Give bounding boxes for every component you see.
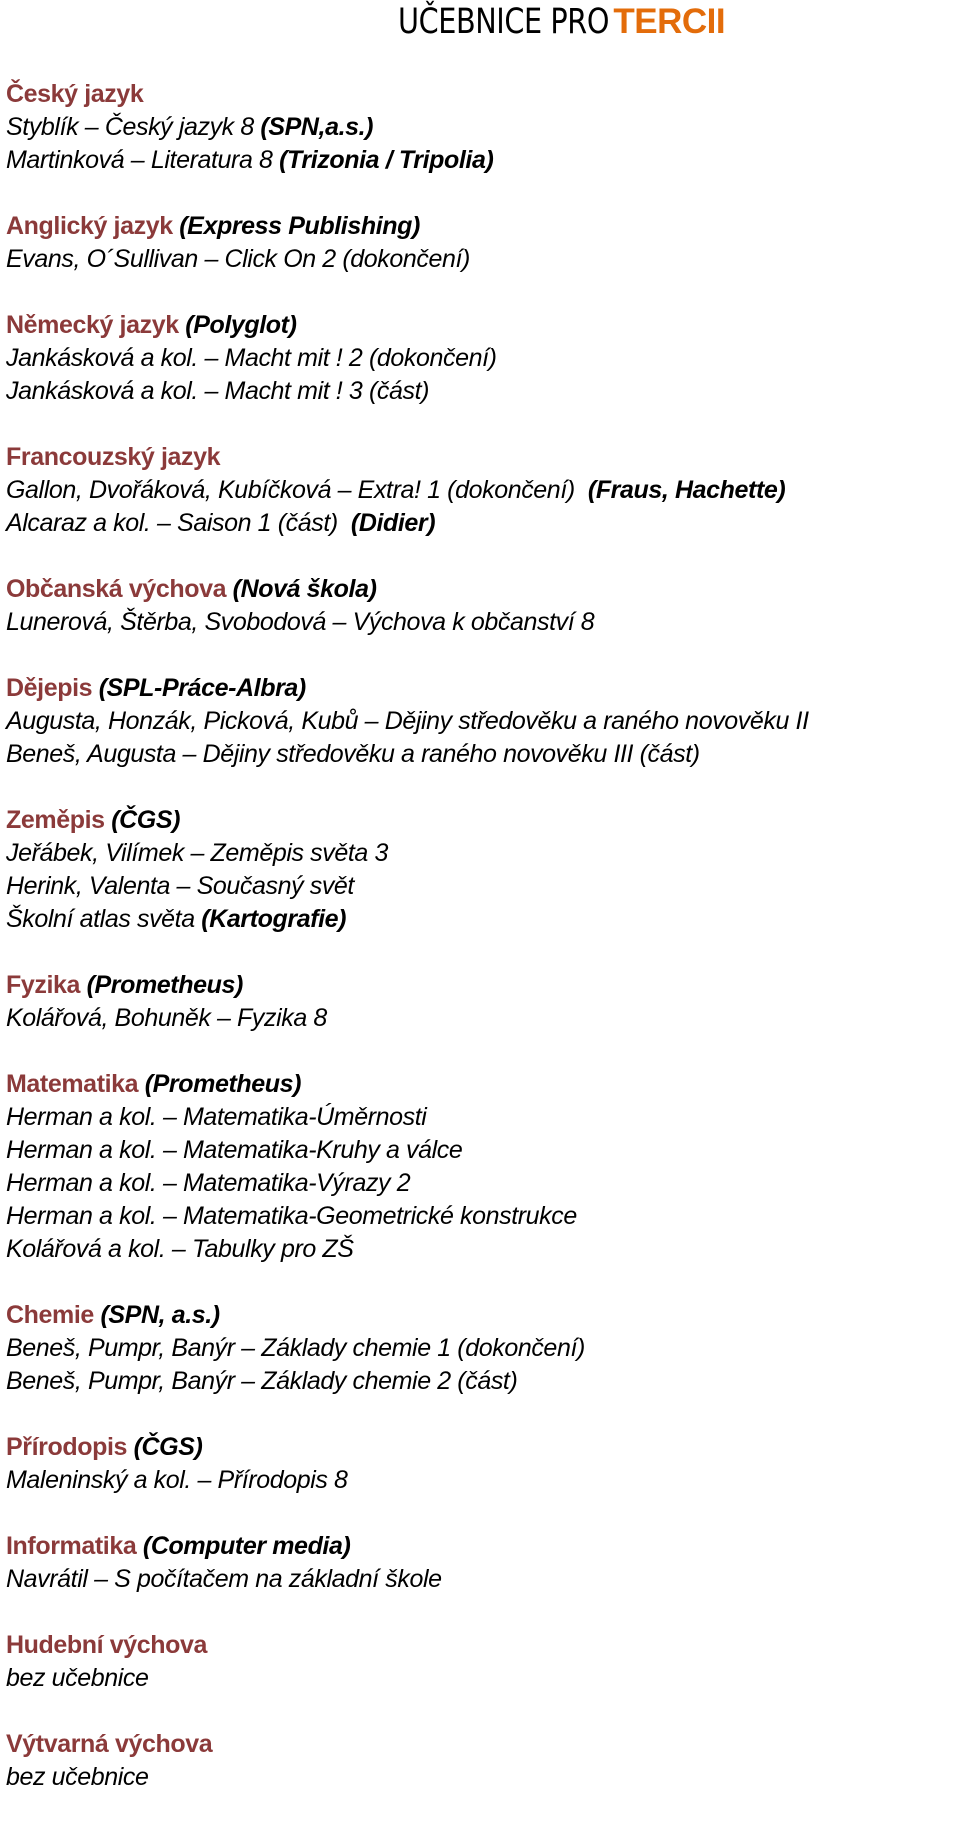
book-entry <box>6 1200 960 1233</box>
title-prefix: UČEBNICE PRO <box>398 2 610 42</box>
book-title: bez učebnice <box>6 1763 149 1791</box>
subject-name: Francouzský jazyk <box>6 443 221 471</box>
section-heading <box>6 78 960 111</box>
book-entry <box>6 1332 960 1365</box>
book-entry <box>6 1002 960 1035</box>
book-title: Lunerová, Štěrba, Svobodová – Výchova k občanství 8 <box>6 608 595 636</box>
publisher: (SPN,a.s.) <box>260 113 374 141</box>
book-entry <box>6 1101 960 1134</box>
publisher: (Prometheus) <box>144 1070 302 1098</box>
section-heading <box>6 309 960 342</box>
book-entry <box>6 1662 960 1695</box>
book-entry <box>6 1365 960 1398</box>
subject-name: Chemie <box>6 1301 101 1329</box>
section-informatika <box>6 1530 960 1596</box>
section-heading <box>6 1068 960 1101</box>
section-chemie <box>6 1299 960 1398</box>
section-heading <box>6 969 960 1002</box>
section-fyzika <box>6 969 960 1035</box>
subject-name: Zeměpis <box>6 806 112 834</box>
section-anglicky-jazyk <box>6 210 960 276</box>
book-entry <box>6 1233 960 1266</box>
subject-name: Dějepis <box>6 674 99 702</box>
publisher: (Kartografie) <box>201 905 347 933</box>
section-zemepis <box>6 804 960 936</box>
book-title: Beneš, Augusta – Dějiny středověku a raného novověku III (část) <box>6 740 700 768</box>
textbook-list <box>6 78 960 1827</box>
book-title: bez učebnice <box>6 1664 149 1692</box>
publisher: (Express Publishing) <box>179 212 420 240</box>
book-entry <box>6 144 960 177</box>
book-title: Herman a kol. – Matematika-Výrazy 2 <box>6 1169 411 1197</box>
book-entry <box>6 474 960 507</box>
section-heading <box>6 672 960 705</box>
subject-name: Informatika <box>6 1532 143 1560</box>
book-title: Navrátil – S počítačem na základní škole <box>6 1565 442 1593</box>
publisher: (Prometheus) <box>86 971 243 999</box>
section-vytvarna-vychova <box>6 1728 960 1794</box>
title-accent: TERCII <box>613 2 726 41</box>
book-entry <box>6 375 960 408</box>
subject-name: Český jazyk <box>6 80 144 108</box>
subject-name: Výtvarná výchova <box>6 1730 213 1758</box>
section-prirodopis <box>6 1431 960 1497</box>
book-title: Beneš, Pumpr, Banýr – Základy chemie 2 (část) <box>6 1367 518 1395</box>
publisher: (SPL-Práce-Albra) <box>98 674 306 702</box>
book-entry <box>6 1761 960 1794</box>
book-entry <box>6 606 960 639</box>
section-heading <box>6 1629 960 1662</box>
section-obcanska-vychova <box>6 573 960 639</box>
book-title: Maleninský a kol. – Přírodopis 8 <box>6 1466 348 1494</box>
book-title: Herman a kol. – Matematika-Kruhy a válce <box>6 1136 463 1164</box>
book-entry <box>6 705 960 738</box>
book-title: Augusta, Honzák, Picková, Kubů – Dějiny středověku a raného novověku II <box>6 707 809 735</box>
book-title: Herink, Valenta – Současný svět <box>6 872 354 900</box>
book-title: Kolářová a kol. – Tabulky pro ZŠ <box>6 1235 354 1263</box>
section-heading <box>6 1431 960 1464</box>
publisher: (ČGS) <box>111 806 181 834</box>
book-title: Beneš, Pumpr, Banýr – Základy chemie 1 (dokončení) <box>6 1334 585 1362</box>
book-title: Herman a kol. – Matematika-Geometrické konstrukce <box>6 1202 577 1230</box>
book-entry <box>6 837 960 870</box>
book-entry <box>6 507 960 540</box>
book-title: Kolářová, Bohuněk – Fyzika 8 <box>6 1004 327 1032</box>
page-title <box>398 2 725 42</box>
subject-name: Přírodopis <box>6 1433 134 1461</box>
section-heading <box>6 1299 960 1332</box>
book-title: Jankásková a kol. – Macht mit ! 3 (část) <box>6 377 430 405</box>
book-entry <box>6 870 960 903</box>
book-entry <box>6 903 960 936</box>
book-title: Jeřábek, Vilímek – Zeměpis světa 3 <box>6 839 388 867</box>
book-title: Styblík – Český jazyk 8 <box>6 113 261 141</box>
section-nemecky-jazyk <box>6 309 960 408</box>
publisher: (SPN, a.s.) <box>100 1301 220 1329</box>
section-heading <box>6 441 960 474</box>
book-title: Herman a kol. – Matematika-Úměrnosti <box>6 1103 427 1131</box>
book-title: Školní atlas světa <box>6 905 202 933</box>
section-cesky-jazyk <box>6 78 960 177</box>
section-matematika <box>6 1068 960 1266</box>
book-entry <box>6 1464 960 1497</box>
book-title: Evans, O´Sullivan – Click On 2 (dokončení) <box>6 245 470 273</box>
publisher: (Fraus, Hachette) <box>587 476 786 504</box>
section-heading <box>6 804 960 837</box>
publisher: (Didier) <box>350 509 436 537</box>
publisher: (Trizonia / Tripolia) <box>279 146 494 174</box>
section-hudebni-vychova <box>6 1629 960 1695</box>
book-entry <box>6 111 960 144</box>
book-title: Martinková – Literatura 8 <box>6 146 280 174</box>
section-francouzsky-jazyk <box>6 441 960 540</box>
subject-name: Anglický jazyk <box>6 212 180 240</box>
publisher: (Nová škola) <box>232 575 377 603</box>
publisher: (ČGS) <box>133 1433 203 1461</box>
book-title: Jankásková a kol. – Macht mit ! 2 (dokončení) <box>6 344 497 372</box>
section-dejepis <box>6 672 960 771</box>
book-title: Alcaraz a kol. – Saison 1 (část) <box>6 509 351 537</box>
book-entry <box>6 1167 960 1200</box>
subject-name: Občanská výchova <box>6 575 233 603</box>
section-heading <box>6 1530 960 1563</box>
book-entry <box>6 243 960 276</box>
book-entry <box>6 738 960 771</box>
book-title: Gallon, Dvořáková, Kubíčková – Extra! 1 (dokončení) <box>6 476 588 504</box>
section-heading <box>6 210 960 243</box>
subject-name: Hudební výchova <box>6 1631 207 1659</box>
book-entry <box>6 1134 960 1167</box>
section-heading <box>6 1728 960 1761</box>
subject-name: Německý jazyk <box>6 311 186 339</box>
book-entry <box>6 1563 960 1596</box>
publisher: (Computer media) <box>142 1532 351 1560</box>
subject-name: Fyzika <box>6 971 87 999</box>
section-heading <box>6 573 960 606</box>
book-entry <box>6 342 960 375</box>
publisher: (Polyglot) <box>185 311 297 339</box>
subject-name: Matematika <box>6 1070 145 1098</box>
